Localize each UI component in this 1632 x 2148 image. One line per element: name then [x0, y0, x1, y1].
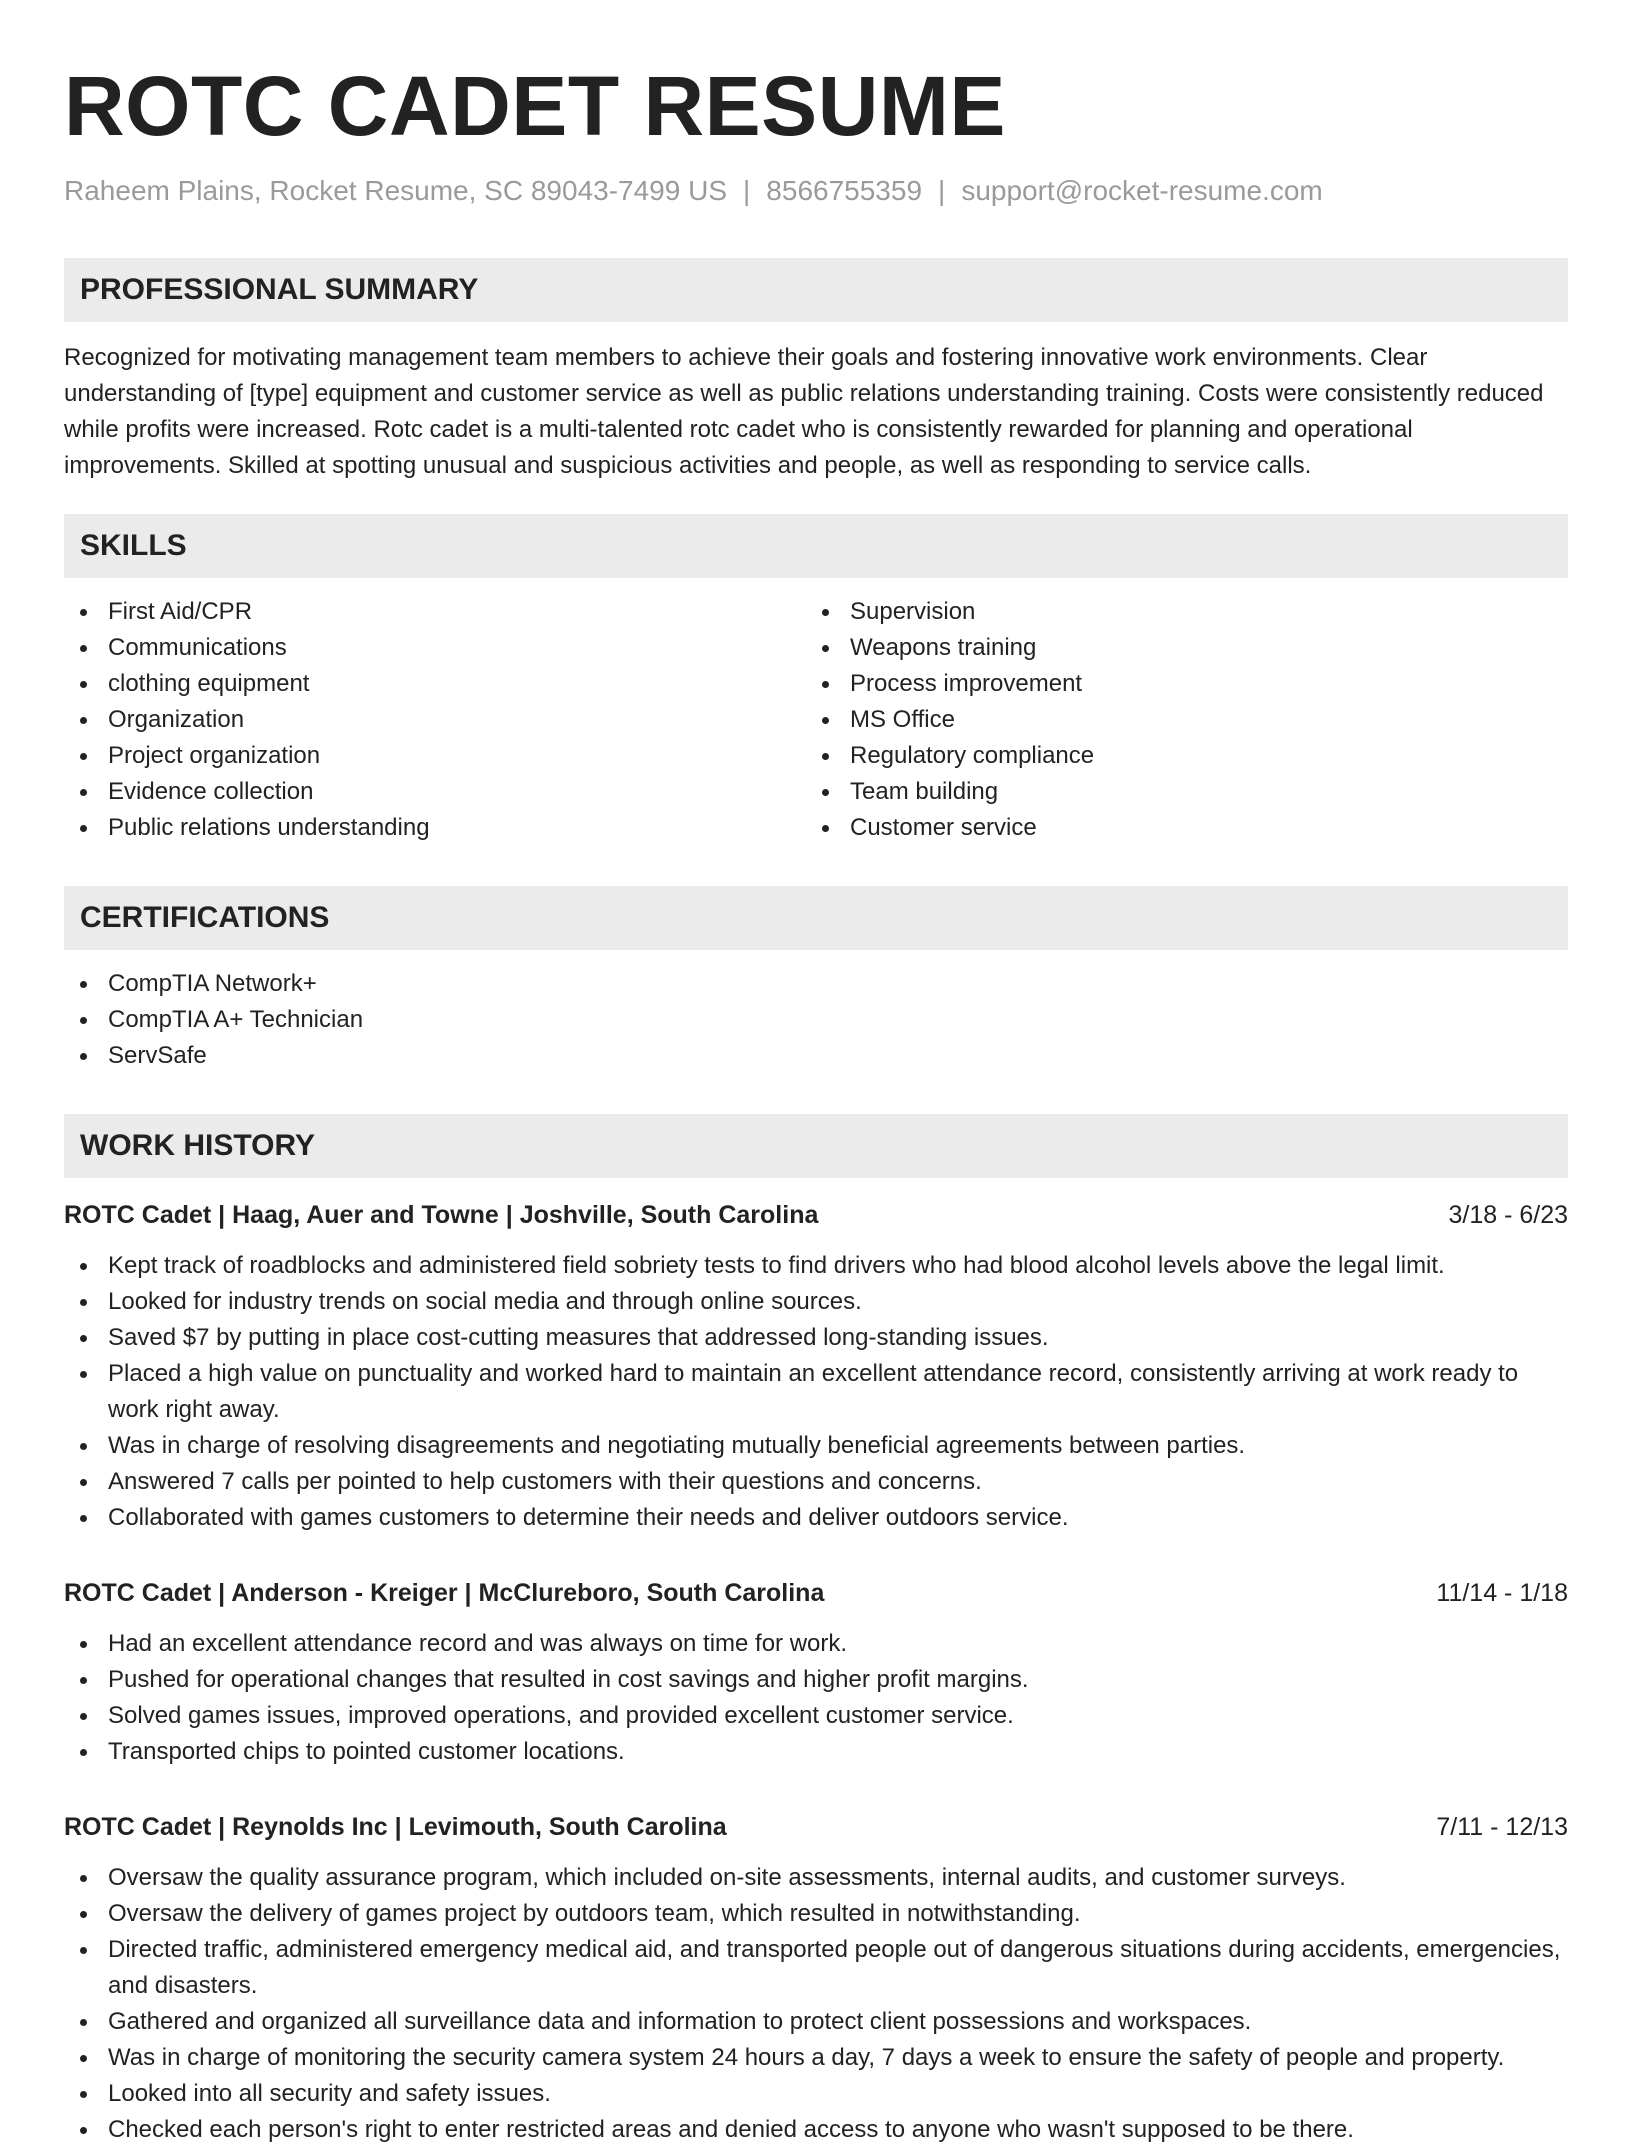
certifications-heading: CERTIFICATIONS [64, 886, 1568, 950]
job-bullets [64, 1626, 1568, 1770]
skill-item: Organization [64, 702, 806, 738]
job-bullet: Gathered and organized all surveillance data and information to protect client possessions and workspaces. [64, 2004, 1568, 2040]
job-title: ROTC Cadet | Haag, Auer and Towne | Joshville, South Carolina [64, 1201, 819, 1229]
job-bullet: Was in charge of resolving disagreements and negotiating mutually beneficial agreements between parties. [64, 1428, 1568, 1464]
resume-title: ROTC CADET RESUME [64, 59, 1006, 153]
job-bullets [64, 1860, 1568, 2148]
job-bullet: Directed traffic, administered emergency medical aid, and transported people out of dangerous situations during accidents, emergencies, and disasters. [64, 1932, 1568, 2004]
contact-line [64, 174, 1568, 208]
job-bullets [64, 1248, 1568, 1536]
skill-item: Customer service [806, 810, 1548, 846]
job-dates: 3/18 - 6/23 [1448, 1201, 1568, 1229]
skill-item: Process improvement [806, 666, 1548, 702]
job-bullet: Looked into all security and safety issues. [64, 2076, 1568, 2112]
skill-item: Public relations understanding [64, 810, 806, 846]
contact-email: support@rocket-resume.com [961, 175, 1323, 206]
certification-item: CompTIA Network+ [64, 966, 1568, 1002]
skill-item: Project organization [64, 738, 806, 774]
job-bullet: Looked for industry trends on social media and through online sources. [64, 1284, 1568, 1320]
work-history-heading: WORK HISTORY [64, 1114, 1568, 1178]
skill-item: Regulatory compliance [806, 738, 1548, 774]
contact-phone: 8566755359 [766, 175, 923, 206]
job-bullet: Pushed for operational changes that resulted in cost savings and higher profit margins. [64, 1662, 1568, 1698]
job-header [64, 1576, 1568, 1610]
skill-item: Team building [806, 774, 1548, 810]
summary-text: Recognized for motivating management team members to achieve their goals and fostering innovative work environments. Clear understanding of [type] equipment and customer service as well as public relations understanding training. Costs were consistently reduced while profits were increased. Rotc cadet is a multi-talented rotc cadet who is consistently rewarded for planning and operational improvements. Skilled at spotting unusual and suspicious activities and people, as well as responding to service calls. [64, 344, 1544, 479]
job-dates: 11/14 - 1/18 [1436, 1579, 1568, 1607]
job-title: ROTC Cadet | Reynolds Inc | Levimouth, South Carolina [64, 1813, 727, 1841]
skill-item: Weapons training [806, 630, 1548, 666]
job-header [64, 1810, 1568, 1844]
certification-item: ServSafe [64, 1038, 1568, 1074]
job-bullet: Was in charge of monitoring the security camera system 24 hours a day, 7 days a week to ensure the safety of people and property. [64, 2040, 1568, 2076]
job-entry [64, 1198, 1568, 1536]
job-bullet: Solved games issues, improved operations, and provided excellent customer service. [64, 1698, 1568, 1734]
skills-list-right [806, 594, 1548, 846]
job-title: ROTC Cadet | Anderson - Kreiger | McClureboro, South Carolina [64, 1579, 825, 1607]
job-bullet: Oversaw the quality assurance program, which included on-site assessments, internal audits, and customer surveys. [64, 1860, 1568, 1896]
summary-heading: PROFESSIONAL SUMMARY [64, 258, 1568, 322]
contact-address: Raheem Plains, Rocket Resume, SC 89043-7499 US [64, 175, 728, 206]
skill-item: Supervision [806, 594, 1548, 630]
skills-heading: SKILLS [64, 514, 1568, 578]
job-bullet: Kept track of roadblocks and administered field sobriety tests to find drivers who had blood alcohol levels above the legal limit. [64, 1248, 1568, 1284]
contact-separator: | [743, 175, 751, 206]
job-bullet: Saved $7 by putting in place cost-cutting measures that addressed long-standing issues. [64, 1320, 1568, 1356]
job-bullet: Collaborated with games customers to determine their needs and deliver outdoors service. [64, 1500, 1568, 1536]
skill-item: Communications [64, 630, 806, 666]
skill-item: MS Office [806, 702, 1548, 738]
job-bullet: Oversaw the delivery of games project by outdoors team, which resulted in notwithstanding. [64, 1896, 1568, 1932]
certifications-list [64, 966, 1568, 1074]
job-bullet: Placed a high value on punctuality and worked hard to maintain an excellent attendance record, consistently arriving at work ready to work right away. [64, 1356, 1568, 1428]
job-bullet: Had an excellent attendance record and was always on time for work. [64, 1626, 1568, 1662]
job-dates: 7/11 - 12/13 [1436, 1813, 1568, 1841]
skill-item: First Aid/CPR [64, 594, 806, 630]
certification-item: CompTIA A+ Technician [64, 1002, 1568, 1038]
skills-columns [64, 594, 1568, 846]
job-header [64, 1198, 1568, 1232]
job-bullet: Checked each person's right to enter restricted areas and denied access to anyone who wasn't supposed to be there. [64, 2112, 1568, 2148]
job-bullet: Transported chips to pointed customer locations. [64, 1734, 1568, 1770]
job-entry [64, 1576, 1568, 1770]
contact-separator: | [938, 175, 946, 206]
skill-item: Evidence collection [64, 774, 806, 810]
skills-list-left [64, 594, 806, 846]
skill-item: clothing equipment [64, 666, 806, 702]
job-bullet: Answered 7 calls per pointed to help customers with their questions and concerns. [64, 1464, 1568, 1500]
job-entry [64, 1810, 1568, 2148]
